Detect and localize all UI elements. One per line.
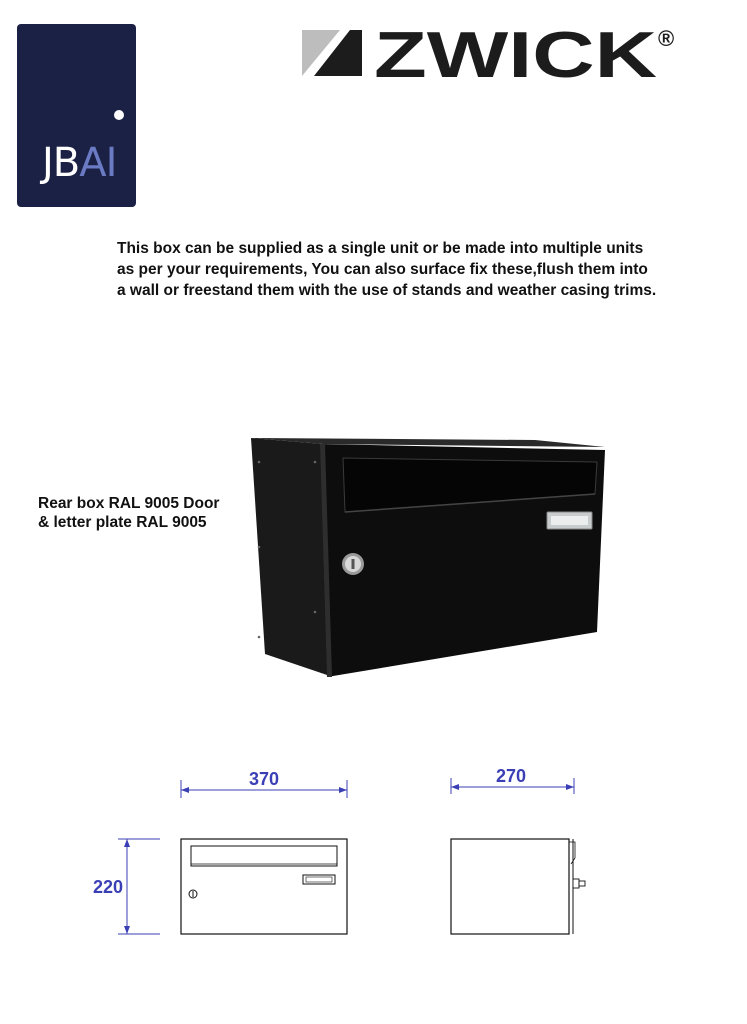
registered-mark: ® (658, 26, 675, 51)
intro-line: This box can be supplied as a single unit or be made into multiple units (117, 240, 644, 257)
intro-line: as per your requirements, You can also surface fix these,flush them into (117, 261, 648, 278)
front-dimension-drawing (80, 760, 380, 950)
front-name-plate (303, 875, 335, 884)
depth-label: 270 (495, 766, 527, 786)
intro-line: a wall or freestand them with the use of stands and weather casing trims. (117, 282, 657, 299)
caption-line: Rear box RAL 9005 Door (38, 495, 220, 512)
zwick-logo (302, 22, 682, 86)
jbai-logo-dot (114, 110, 124, 120)
width-label: 370 (248, 769, 280, 789)
side-lock-icon (573, 879, 579, 888)
front-letter-slot (191, 846, 337, 866)
caption-line: & letter plate RAL 9005 (38, 514, 207, 531)
side-dimension-drawing (430, 760, 600, 950)
jbai-logo-text: JBAI (42, 140, 117, 186)
letterbox-image (245, 432, 615, 682)
letterbox-side-panel (251, 438, 330, 676)
height-label: 220 (92, 877, 124, 897)
product-caption (38, 494, 219, 532)
intro-text (117, 238, 717, 301)
side-outline (451, 839, 569, 934)
zwick-logo-text: ZWICK (374, 22, 658, 86)
